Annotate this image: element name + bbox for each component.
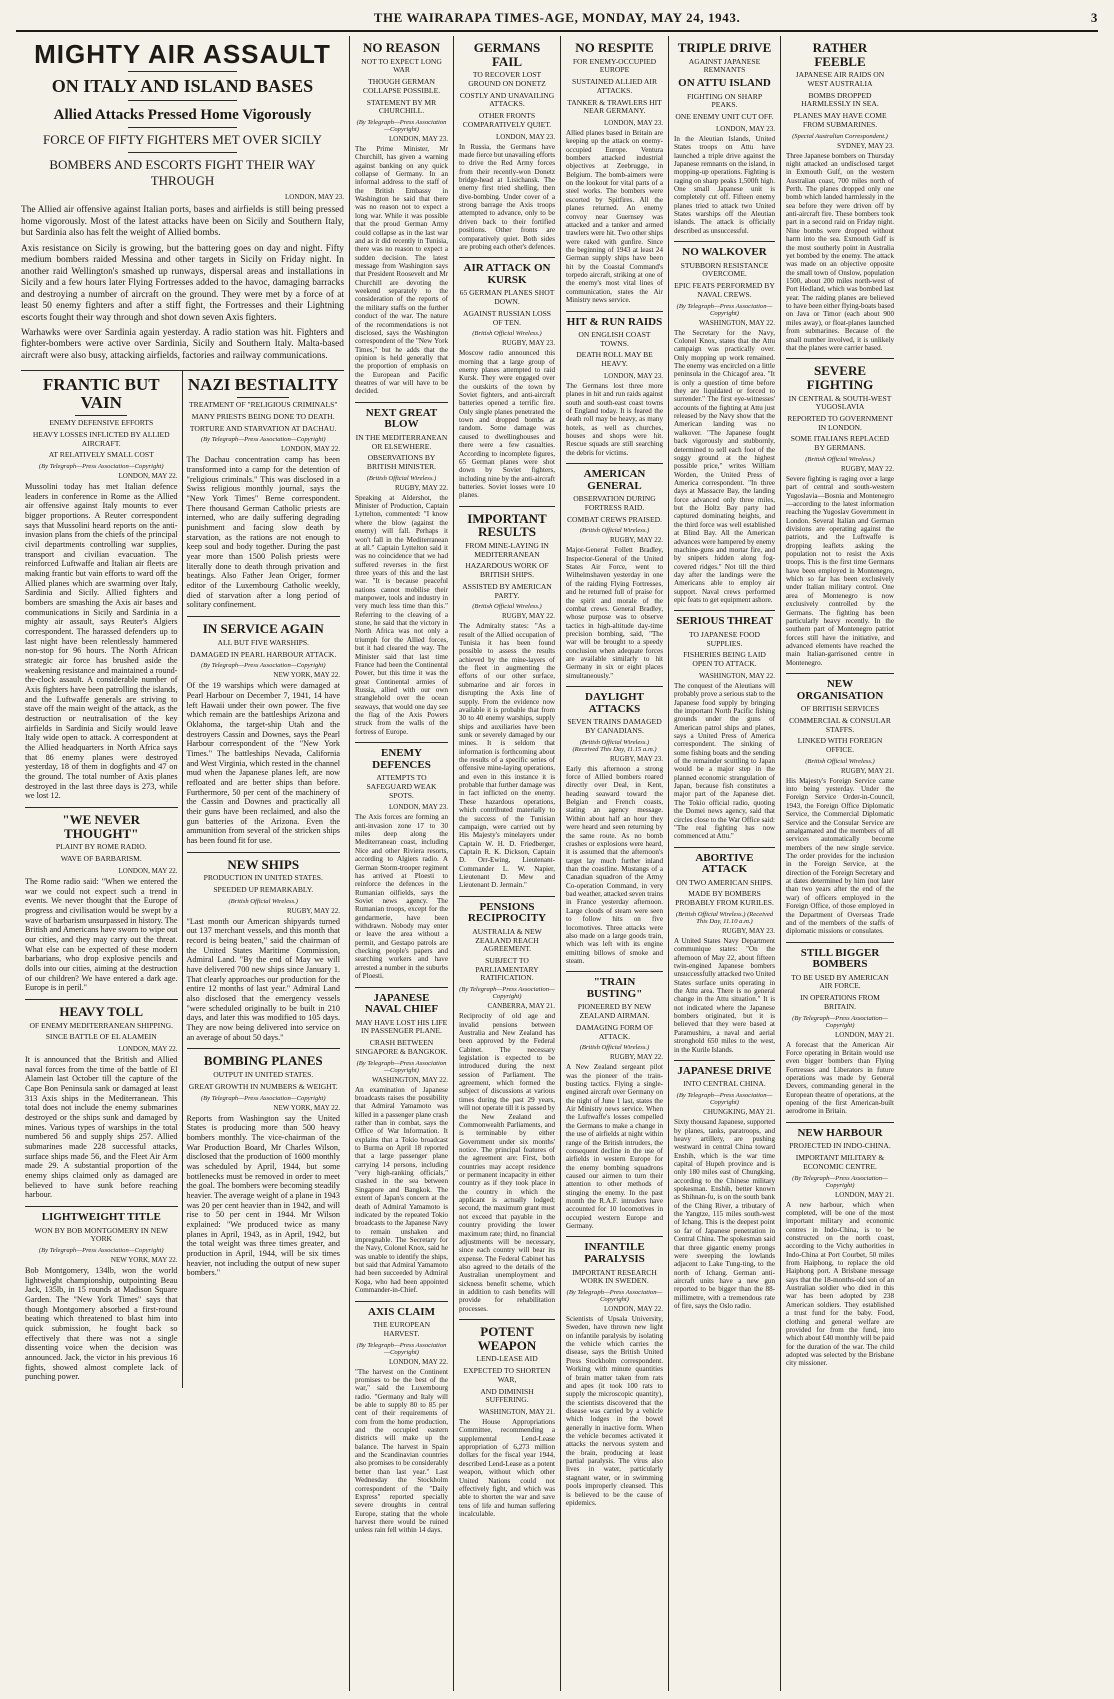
story-title-credit: (By Telegraph—Press Association—Copyright) <box>38 1247 164 1255</box>
story-busting-sub2: DAMAGING FORM OF ATTACK. <box>575 1022 654 1041</box>
lead-paragraph-3: Warhawks were over Sardinia again yesterday. A radio station was hit. Fighters and fighter-bombers were active over Sardinia, Sicily and Southern Italy. Malta-based aircraft were also busy, attacking airfields, factories and railway communications. <box>21 327 344 361</box>
story-walkover-dateline: WASHINGTON, MAY 22. <box>699 318 775 327</box>
story-paralysis-sub1: IMPORTANT RESEARCH WORK IN SWEDEN. <box>572 1267 657 1286</box>
lead-subcolumns <box>21 371 344 1388</box>
story-abortive-dateline: RUGBY, MAY 23. <box>721 926 775 935</box>
story-frantic <box>25 371 178 808</box>
story-feeble-sub3: PLANES MAY HAVE COME FROM SUBMARINES. <box>793 111 887 129</box>
story-planes-credit: (By Telegraph—Press Association—Copyright) <box>200 1094 326 1102</box>
story-toll-sub2: SINCE BATTLE OF EL ALAMEIN <box>45 1032 157 1042</box>
story-naval-sub1: MAY HAVE LOST HIS LIFE IN PASSENGER PLANE. <box>355 1017 448 1036</box>
story-abortive-body: A United States Navy Department communique states: "On the afternoon of May 22, about fifteen twin-engined Japanese bombers unsuccessfully attacked two United States surface units operating in the Attu area. There is no general change in the Attu situation." It is not indicated where the Japanese bombers originated, but it is believed that they were based at Paramushiru, a naval and aerial stronghold 650 miles to the west, in the Kurile Islands. <box>674 936 775 1054</box>
story-never <box>25 808 178 1000</box>
story-blow-headline: NEXT GREAT BLOW <box>365 406 438 431</box>
page-number: 3 <box>1090 10 1098 25</box>
story-harbour-dateline: LONDON, MAY 21. <box>835 1190 894 1199</box>
story-triple-headline: TRIPLE DRIVE <box>677 40 772 55</box>
story-walkover-credit: (By Telegraph—Press Association—Copyright) <box>676 302 773 317</box>
story-frantic-sub1: ENEMY DEFENSIVE EFFORTS <box>49 418 154 428</box>
story-harbour-headline: NEW HARBOUR <box>797 1126 883 1139</box>
story-reason-sub1: NOT TO EXPECT LONG WAR <box>361 56 442 75</box>
column-3 <box>454 36 561 1691</box>
story-feeble-sub1: JAPANESE AIR RAIDS ON WEST AUSTRALIA <box>795 70 885 88</box>
story-pensions-sub1: AUSTRALIA & NEW ZEALAND REACH AGREEMENT. <box>472 926 542 954</box>
story-busting-sub1: PIONEERED BY NEW ZEALAND AIRMAN. <box>577 1002 652 1021</box>
story-bigger-body: A forecast that the American Air Force operating in Britain would use even bigger bombers than Flying Fortresses and Liberators in future operations was made by General Devers, commanding general in the European theatre of operations, at the opening of the first American-built aerodrome in Britain. <box>786 1040 894 1116</box>
story-feeble-sub2: BOMBS DROPPED HARMLESSLY IN SEA. <box>801 90 879 109</box>
columns <box>16 36 1098 1691</box>
story-germans <box>459 36 555 258</box>
story-title-sub1: WON BY BOB MONTGOMERY IN NEW YORK <box>34 1225 168 1244</box>
story-hitrun <box>566 312 663 465</box>
lead-dateline: LONDON, MAY 23. <box>285 193 344 202</box>
story-defences-sub1: ATTEMPTS TO SAFEGUARD WEAK SPOTS. <box>366 773 437 800</box>
story-kursk-sub2: AGAINST RUSSIAN LOSS OF TEN. <box>462 308 552 327</box>
story-general-credit: (British Official Wireless.) <box>579 527 650 535</box>
story-service-sub1: ALL BUT FIVE WARSHIPS. <box>217 637 309 647</box>
story-org-credit: (British Official Wireless.) <box>805 757 875 765</box>
story-ships-body: "Last month our American shipyards turned out 137 merchant vessels, and this month that record is being beaten," said the chairman of the United States Maritime Commission, Admiral Land. "By the end of May we will have delivered 700 new ships since January 1. That clearly approaches our production for the entire 12 months of last year." Admiral Land also disclosed that the emergency vessels "were scheduled originally to be built in 210 days, and later this was modified to 105 days. They are now being delivered into service on an average of about 50 days." <box>186 916 340 1042</box>
story-paralysis-body: Scientists of Upsala University, Sweden, have thrown new light on infantile paralysis by isolating the vehicle which carries the disease, says the British United Press Stockholm correspondent. Working with minute quantities of brain matter taken from rats and apes (it took 100 rats to supply the microscopic quantity), the scientists discovered that the disease was carried by a vehicle which lodges in the bowel generally in inactive form. When the vehicle becomes activated it attacks the nervous system and the brain, producing at least partial paralysis. The virus also lives in water, particularly stagnant water, or in swimming pools improperly cleansed. This is believed to be the cause of epidemics. <box>566 1315 663 1507</box>
story-nazi-body: The Dachau concentration camp has been transformed into a camp for the detention of "religious criminals." This was disclosed in a Swiss religious monthly journal, says the "New York Times" Berne correspondent. There thousand German Catholic priests are interned, who are daily suffering degrading punishment and facing slow death by starvation, as the rations are not enough to keep soul and body together. During the past year more than 1500 Polish priests were literally done to death through privation and beatings. Also Father Jean Origer, former editor of the Luxembourg Catholic weekly, died of starvation after a long period of solitary confinement. <box>186 455 340 610</box>
story-reason-sub3: STATEMENT BY MR CHURCHILL. <box>366 97 437 116</box>
lead-paragraph-1: The Allied air offensive against Italian ports, bases and airfields is still being pressed home vigorously. Most of the latest attacks have been on Sicily and Southern Italy, but Sardinia also has felt the weight of Allied bombs. <box>21 205 344 239</box>
story-germans-body: In Russia, the Germans have made fierce but unavailing efforts to drive the Red Army forces from their recently-won Donetz bridge-head at Lisichansk. The enemy first tried shelling, then dive-bombing. Under cover of a strong barrage the Axis troops attempted to advance, only to be driven back to their fortified positions. Other fronts are comparatively quiet. Both sides are probing each other's defences. <box>459 142 556 251</box>
story-pensions-headline: PENSIONS RECIPROCITY <box>467 900 547 925</box>
lead-subhead-4: BOMBERS AND ESCORTS FIGHT THEIR WAY THROUGH <box>49 157 316 189</box>
story-paralysis-credit: (By Telegraph—Press Association—Copyright) <box>566 1289 663 1303</box>
story-serious-sub1: TO JAPANESE FOOD SUPPLIES. <box>689 629 760 648</box>
story-reason-sub2: THOUGH GERMAN COLLAPSE POSSIBLE. <box>362 77 441 95</box>
column-6 <box>781 36 899 1691</box>
story-paralysis-dateline: LONDON, MAY 22. <box>604 1305 663 1313</box>
story-daylight-body: Early this afternoon a strong force of Allied bombers roared directly over Deal, in Kent, heading seaward toward the Belgian and French coasts, stating an agency message. Within about half an hour they were heard and seen returning by the same route. As no bomb crashes or explosions were heard, it is assumed that the afternoon's target lay much further inland than the coastline. Mustangs of a Canadian squadron of the Army Co-operation Command, in very bad weather, attacked seven trains in France yesterday afternoon. Large clouds of steam were seen to follow hits on five locomotives. Three attacks were also made on a large goods train, which was left with its engine emitting billows of smoke and steam. <box>566 764 663 965</box>
story-reason-body: The Prime Minister, Mr Churchill, has given a warning against banking on any quick collapse of Germany. In an informal address to the staff of the British Embassy in Washington he said that there was no reason not to expect a long war. While it was possible that the proud German Army could collapse as in the last war and as it did recently in Tunisia, there was no reason to expect a sudden decision. The latest message from Washington says that President Roosevelt and Mr Churchill are devoting the weekend separately to the consideration of the reports of the military staffs on the further conduct of the war. The nature of the recommendations is not disclosed, says the Washington correspondent of the "New York Times," but he adds that the opinion is held generally that the proportion of emphasis on the European and Pacific theatres of war will have to be decided. <box>355 144 448 396</box>
story-service-dateline: NEW YORK, MAY 22. <box>273 671 340 680</box>
column-5 <box>669 36 781 1691</box>
story-potent <box>459 1320 555 1524</box>
story-naval-body: An examination of Japanese broadcasts raises the possibility that Admiral Yamamoto was killed in a passenger plane crash rather than in combat, says the Office of War Information. It explains that a Tokio broadcast to Burma on April 18 reported that a large passenger plane carrying 14 persons, including "very high-ranking officials," crashed in the sea between Singapore and Bangkok. The extent of Japan's concern at the death of Admiral Yamamoto is indicated by the repeated Tokio broadcasts to the Japanese Navy to remain unshaken and impregnable. The Secretary for the Navy, Colonel Knox, said he was unable to identify the ships, but said that Admiral Yamamoto had been succeeded by Admiral Koga, who had been appointed Commander-in-Chief. <box>355 1085 448 1295</box>
story-busting-dateline: RUGBY, MAY 22. <box>609 1053 663 1062</box>
story-triple-dateline: LONDON, MAY 23. <box>716 124 775 133</box>
story-severe <box>786 359 894 674</box>
story-pensions-dateline: CANBERRA, MAY 21. <box>487 1002 555 1011</box>
story-axis-sub1: THE EUROPEAN HARVEST. <box>372 1320 431 1338</box>
story-toll <box>25 1000 178 1207</box>
masthead-title: THE WAIRARAPA TIMES-AGE, MONDAY, MAY 24, 1943. <box>373 10 741 25</box>
story-important-headline: IMPORTANT RESULTS <box>467 510 547 540</box>
story-drive-body: Sixty thousand Japanese, supported by planes, tanks, paratroops, and heavy artillery, are pushing westward in central China toward Enshih, which is the war time capital of Hupeh province and is only 180 miles east of Chungking, according to the Chinese military spokesman. Enshih, better known as Shihnan-fu, is on the south bank of the Ching River, a tributary of the Yangtze, 115 miles south-west of Ichang. This is the deepest point so far of Japanese penetration in Central China. The spokesman said that three gigantic enemy prongs were sweeping the lowlands adjacent to Lake Tung-ting, to the north of Ichang. German anti-aircraft units have a new gun reported to be bigger than the 88-millimetre, with a tremendous rate of fire, says the Oslo radio. <box>674 1118 775 1311</box>
story-naval-sub2: CRASH BETWEEN SINGAPORE & BANGKOK. <box>355 1038 448 1056</box>
story-toll-sub1: OF ENEMY MEDITERRANEAN SHIPPING. <box>29 1020 174 1030</box>
story-general-sub2: COMBAT CREWS PRAISED. <box>566 514 662 524</box>
story-walkover <box>674 242 775 611</box>
story-frantic-sub3: AT RELATIVELY SMALL COST <box>48 450 154 460</box>
story-org-body: His Majesty's Foreign Service came into being yesterday. Under the Foreign Service Order-in-Council, 1943, the Foreign Office Diplomatic Service, the Commercial Diplomatic Service and the Consular Service are amalgamated and the members of all services automatically become members of the new single service. The order provides for the inclusion in the Foreign Service, at the direction of the Foreign Secretary and at dates determined by him (not later than two years after the end of the war) of officers employed in the Foreign Office, of those employed in the Department of Overseas Trade and of the members of the staffs of diplomatic missions or consulates. <box>786 776 894 936</box>
story-respite-sub3: TANKER & TRAWLERS HIT NEAR GERMANY. <box>567 97 662 116</box>
story-toll-body: It is announced that the British and Allied naval forces from the time of the battle of El Alamein last October till the capture of the Cape Bon Peninsula sank or damaged at least 313 Axis ships in the Mediterranean. This total does not include the enemy submarines destroyed or the ships sunk and damaged by mines. Various types of warships in the total numbered 56 and supply ships 257. Allied submarines made 228 successful attacks, surface ships made 56, and the Fleet Air Arm made 29. A substantial proportion of the enemy ships claimed only as damaged are believed to have sunk before reaching harbour. <box>25 1054 178 1200</box>
story-frantic-sub2: HEAVY LOSSES INFLICTED BY ALLIED AIRCRAFT. <box>32 429 170 448</box>
story-abortive-headline: ABORTIVE ATTACK <box>695 851 754 876</box>
story-germans-sub1: TO RECOVER LOST GROUND ON DONETZ <box>468 70 546 88</box>
story-title-dateline: NEW YORK, MAY 22. <box>110 1256 178 1265</box>
story-potent-body: The House Appropriations Committee, recommending a supplemental Lend-Lease appropriation of 6,273 million dollars for the fiscal year 1944, described Lend-Lease as a potent weapon, without which other United Nations could not effectively fight, and which was able to shorten the war and save tens of life and human suffering incalculable. <box>459 1418 555 1518</box>
story-service-credit: (By Telegraph—Press Association—Copyright) <box>200 662 326 670</box>
story-org-sub3: LINKED WITH FOREIGN OFFICE. <box>797 736 883 755</box>
story-planes-sub1: OUTPUT IN UNITED STATES. <box>213 1070 314 1080</box>
story-feeble <box>786 36 894 359</box>
story-service-headline: IN SERVICE AGAIN <box>202 621 324 637</box>
story-harbour-sub2: IMPORTANT MILITARY & ECONOMIC CENTRE. <box>795 1153 885 1171</box>
story-triple-sub2: ON ATTU ISLAND <box>678 77 771 90</box>
story-walkover-sub1: STUBBORN RESISTANCE OVERCOME. <box>680 260 769 279</box>
story-axis-dateline: LONDON, MAY 22. <box>389 1357 448 1366</box>
story-nazi-sub3: TORTURE AND STARVATION AT DACHAU. <box>189 423 337 433</box>
story-daylight-dateline: RUGBY, MAY 23. <box>609 754 663 763</box>
story-paralysis <box>566 1237 663 1513</box>
story-axis-body: "The harvest on the Continent promises to be the best of the war," said the Luxembourg radio. "Germany and Italy will be able to supply 80 to 85 per cent of their requirements of corn from the home production, and the occupied eastern districts will make up the balance. The harvest in Spain and the Scandinavian countries also promises to be considerably better than last year." Last Wednesday the Stockholm correspondent of the "Daily Express" reported specially severe droughts in central Europe, stating that the whole harvest there would be ruined unless rain fell within 14 days. <box>355 1367 448 1535</box>
story-org <box>786 674 894 943</box>
story-feeble-body: Three Japanese bombers on Thursday night attacked an undisclosed target in Exmouth Gulf, on the western Australian coast, 700 miles north of Perth. The planes dropped only one bomb which landed harmlessly in the sea before they were driven off by anti-aircraft fire. These bombers took part in a second raid on Friday night. Nine bombs were dropped without harm into the sea. Exmouth Gulf is the most southerly point in Australia yet bombed by the enemy. The attack was made on an objective opposite the small town of Onslow, population 1500, about 200 miles north-west of Port Hedland, which was bombed last year. The raiding planes are believed to have been either flying-boats based on Java or Timor (each about 900 miles away), or float-planes launched from submarines. Because of the small number involved, it is unlikely that the planes were carrier based. <box>786 151 894 352</box>
story-triple-sub1: AGAINST JAPANESE REMNANTS <box>688 56 761 75</box>
story-respite-headline: NO RESPITE <box>575 40 654 55</box>
story-busting-headline: "TRAIN BUSTING" <box>586 976 643 1000</box>
story-toll-dateline: LONDON, MAY 22. <box>118 1044 178 1053</box>
story-potent-sub2: EXPECTED TO SHORTEN WAR, <box>463 1366 551 1384</box>
story-kursk-credit: (British Official Wireless.) <box>472 330 542 338</box>
story-busting <box>566 972 663 1237</box>
story-feeble-credit: (Special Australian Correspondent.) <box>792 132 888 140</box>
story-serious <box>674 611 775 847</box>
story-never-dateline: LONDON, MAY 22. <box>118 866 178 875</box>
story-hitrun-sub2: DEATH ROLL MAY BE HEAVY. <box>576 350 653 369</box>
story-reason <box>355 36 448 403</box>
story-respite-body: Allied planes based in Britain are keeping up the attack on enemy-occupied Europe. Ventura bombers attacked industrial objectives at Zeebrugge, in Belgium. The bomb-aimers were on the lookout for vital parts of a steel works. The bombers were escorted by Spitfires. All the planes returned. An enemy convoy near Guernsey was attacked and a tanker and armed trawlers were hit. Two other ships were raked with gunfire. Since the beginning of 1943 at least 24 German supply ships have been hit by the Coastal Command's torpedo aircraft, striking at one of the enemy's most vital lines of communication, states the Air Ministry news service. <box>566 128 663 305</box>
story-reason-headline: NO REASON <box>363 40 440 55</box>
story-harbour-body: A new harbour, which when completed, will be one of the most important military and economic centres in Indo-China, is to be constructed on the north coast, according to the Vichy authorities in Indo-China at Port Courbet, 50 miles from Haiphong, to replace the old Haiphong port. A Brisbane message says that the 18-months-old son of an Australian soldier who died in this war has been adopted by 238 American soldiers. They established a trust fund for the baby. Food, clothing and general welfare are provided for from the fund, into which about £40 monthly will be paid for the duration of the war. The child adopted was selected by the Brisbane city missioner. <box>786 1200 894 1368</box>
story-respite-sub1: FOR ENEMY-OCCUPIED EUROPE <box>572 56 657 75</box>
story-general-body: Major-General Follett Bradley, Inspector-General of the United States Air Force, went to Wilhelmshaven yesterday in one of the raiding Flying Fortresses, and he returned full of praise for the spirit and morale of the combat crews. General Bradley, whose purpose was to observe tactics in high-altitude day-time precision bombing, said, "The war will be brought to a speedy conclusion when adequate forces are available similarly to hit Germany in six or eight places simultaneously." <box>566 546 663 680</box>
story-daylight <box>566 687 663 972</box>
story-frantic-headline: FRANTIC BUT VAIN <box>42 375 160 413</box>
story-bigger-headline: STILL BIGGER BOMBERS <box>800 946 880 971</box>
story-planes-sub2: GREAT GROWTH IN NUMBERS & WEIGHT. <box>188 1081 338 1091</box>
lead-paragraph-2: Axis resistance on Sicily is growing, but the battering goes on day and night. Fifty medium bombers raided Messina and other targets in Sicily on Friday night. In another raid Wellington's smashed up runways, dispersal areas and installations in Sicily and a few hours later Flying Fortresses added to the havoc, damaging barracks and destroying a number of aircraft on the ground. They were met by a force of at least 50 enemy fighters and after a stiff fight, the Fortresses and their Lightning escorts fought their way through and shot down seven Axis fighters. <box>21 243 344 323</box>
story-axis <box>355 1302 448 1541</box>
story-blow-credit: (British Official Wireless.) <box>366 474 437 482</box>
story-hitrun-dateline: LONDON, MAY 23. <box>604 371 663 380</box>
story-pensions-body: Reciprocity of old age and invalid pensions between Australia and New Zealand has been approved by the Federal Cabinet. The necessary legislation is expected to be introduced during the next session of Parliament. The agreement, which formed the subject of discussions at various times during the past 29 years, will not operate till it is passed by the New Zealand and Commonwealth Parliaments, and is terminable by either Government under six months' notice. The principal features of the agreement are: First, both countries may accept residence or permanent incapacity in either country as if they took place in the country in which the applicant is actually lodged; second, the maximum grant must not exceed that payable in the country providing the lower maximum rate; third, no financial adjustments will be necessary, since each country will bear its expense. The Federal Cabinet has also agreed to the details of the Australian unemployment and sickness benefit scheme, which in addition to cash benefits will provide for rehabilitation processes. <box>459 1012 555 1313</box>
story-severe-sub1: IN CENTRAL & SOUTH-WEST YUGOSLAVIA <box>788 393 892 412</box>
story-germans-sub2: COSTLY AND UNAVAILING ATTACKS. <box>459 90 555 109</box>
story-hitrun-headline: HIT & RUN RAIDS <box>566 315 663 328</box>
story-severe-credit: (British Official Wireless.) <box>805 455 875 463</box>
story-important-sub2: HAZARDOUS WORK OF BRITISH SHIPS. <box>465 561 549 580</box>
story-kursk-sub1: 65 GERMAN PLANES SHOT DOWN. <box>459 288 555 307</box>
story-drive-sub1: INTO CENTRAL CHINA. <box>683 1079 766 1089</box>
story-abortive-credit: (British Official Wireless.) (Received This Day, 11.10 a.m.) <box>675 910 774 925</box>
column-4 <box>561 36 669 1691</box>
story-general-sub1: OBSERVATION DURING FORTRESS RAID. <box>573 494 656 512</box>
story-severe-sub3: SOME ITALIANS REPLACED BY GERMANS. <box>790 434 890 453</box>
story-important-credit: (British Official Wireless.) <box>472 603 542 611</box>
story-severe-body: Severe fighting is raging over a large part of central and south-western Yugoslavia—Bosnia and Montenegro—according to the latest information reaching the Yugoslav Government in London. Several Italian and German divisions are operating against the patriots, and the Luftwaffe is dropping leaflets asking the population not to resist the Axis troops. This is the first time Germans have been employed in Montenegro, which so far has been exclusively under Italian military control. One area of Montenegro is now exclusively controlled by the Germans. The fighting has been particularly heavy recently. In the southern part of Montenegro patriot forces still have the initiative, and advanced elements have reached the main Italian-garrisoned centre in Montenegro. <box>786 474 894 667</box>
story-kursk <box>459 258 555 506</box>
story-triple <box>674 36 775 242</box>
story-planes-dateline: NEW YORK, MAY 22. <box>273 1103 340 1112</box>
story-frantic-body: Mussolini today has met Italian defence leaders in conference in Rome as the Allied air offensive against Italy mounts to ever bigger proportions. A Reuter correspondent says that Mussolini heard reports on the anti-invasion plans from the chiefs of the principal civil departments controlling war supplies, transport and civilian evacuation. The reinforced Luftwaffe and Italian air fleets are making frantic but vain efforts to ward off the Allied planes which are swarming over Italy, Sardinia and Sicily. Allied fighters and bombers are smashing the Axis air bases and communications in Sicily and Sardinia in a mighty air assault, says Reuter's Algiers correspondent. The harassed defenders up to last night have been relentlessly hammered non-stop for 96 hours. The North African strategic air force has brushed aside the weakening resistance and maintained a round-the-clock assault. A considerable number of Axis fighters have been patrolling the islands, and the Luftwaffe generals are striving to stave off the main weight of the attack, as the destruction or neutralisation of the key airfields in Sardinia and Sicily would leave Italy wide open to attack. A correspondent at the Allied headquarters in North Africa says that 86 enemy planes were destroyed yesterday, 18 of them in dogfights and 47 on the ground. The total number of Axis planes destroyed in the last three days is 273, while we lost 12. <box>25 481 178 801</box>
story-important-body: The Admiralty states: "As a result of the Allied occupation of Tunisia it has been found possible to assess the results achieved by the mine-layers of the fleet in augmenting the efforts of our other surface, submarine and air forces in disrupting the Axis line of supply. From the evidence now available it is probable that from 30 to 40 enemy warships, supply ships and auxiliaries have been sunk or severely damaged by our mines. It is seldom that information is forthcoming about the results of a specific series of offensive mine-laying operations, and even in this instance it is probable that further damage was in fact inflicted on the enemy. These hazardous operations, which contributed materially to the success of the Tunisian campaign, were carried out by His Majesty's minelayers under Captain W. H. D. Friedberger, Captain R. K. Dickson, Captain D. Orr-Ewing, Lieutenant-Commander L. W. Napier, Lieutenant D. Mew and Lieutenant D. Jermain." <box>459 622 555 890</box>
story-hitrun-body: The Germans lost three more planes in hit and run raids against south and south-east coast towns of England today. It is feared the death roll may be heavy, as many hotels, as well as churches, houses and shops were hit. Rescue squads are still searching the debris for victims. <box>566 381 663 457</box>
story-respite-sub2: SUSTAINED ALLIED AIR ATTACKS. <box>571 77 658 95</box>
story-org-dateline: RUGBY, MAY 21. <box>840 766 894 775</box>
story-reason-credit: (By Telegraph—Press Association—Copyright) <box>356 118 447 133</box>
story-respite <box>566 36 663 312</box>
subcolumn-right <box>183 371 345 1388</box>
story-general-headline: AMERICAN GENERAL <box>583 468 646 492</box>
story-bigger-credit: (By Telegraph—Press Association—Copyright) <box>792 1014 888 1029</box>
story-blow-body: Speaking at Aldershot, the Minister of Production, Captain Lyttelton, commented: "I know where the blow (against the enemy) will fall. Perhaps it won't fall in the Mediterranean at all." Captain Lyttelton said it was no coincidence that we had suffered reverses in the first three years of this and the last war. "It is because peaceful nations cannot mobilise their manpower, tools and industry in very much less time than this." Referring to the cleaving of a stone, he said that the victory in North Africa was not only a triumph for the Allied forces, but it had cleared the way. The Minister said that last time France had been the Continental Power, but this time it was the great Continental armies of Russia, allied with our own stranglehold over the ocean seaways, that would one day see the flag of the Axis Powers struck from the walls of the fortress of Europe. <box>355 493 448 736</box>
story-naval-credit: (By Telegraph—Press Association—Copyright) <box>356 1059 447 1074</box>
story-ships-headline: NEW SHIPS <box>227 856 300 872</box>
story-busting-body: A New Zealand sergeant pilot was the pioneer of the train-busting tactics. Flying a single-engined aircraft over Germany on the night of June 1 last, states the Air Ministry news service. When the Luftwaffe's losses compelled the Germans to make a change in the use of airfields at night within range of the British intruders, the consequent decline in the use of airfields in western Europe for the enemy bombing squadrons caused our airmen to turn their attention to other methods of stinging the enemy. In the past month the R.A.F. intruders have accounted for 10 locomotives in occupied western Europe and Germany. <box>566 1063 663 1231</box>
story-bigger-sub1: TO BE USED BY AMERICAN AIR FORCE. <box>791 972 889 991</box>
story-walkover-body: The Secretary for the Navy, Colonel Knox, states that the Attu campaign was practically over. Only mopping up work remained. The enemy was encircled on a little peninsula in the Chicagof area. "It is only a question of time before they are liquidated or forced to surrender." The first eye-witnesses' accounts of the fighting at Attu just released by the Navy show that the American landing was no walkover. "The Japanese fought back vigorously and stubbornly, determined to sell each foot of the soggy ground at the highest possible price," writes William Worden, the United Press of America correspondent. "In three days at Massacre Bay, the landing force advanced only three miles, but the Holtz Bay party had captured dominating heights, and the third force was well established at Blind Bay. All the American advances were hampered by enemy machine-guns and mortar fire, and by snipers hidden along fog-covered ridges." Not till the third day after the landings were the Americans able to employ air support. Naval crews performed epic feats to get equipment ashore. <box>674 328 775 605</box>
lead-story <box>21 36 344 371</box>
subcolumn-left <box>21 371 183 1388</box>
story-ships-dateline: RUGBY, MAY 22. <box>286 906 340 915</box>
story-abortive <box>674 848 775 1061</box>
story-triple-body: In the Aleutian Islands, United States troops on Attu have launched a triple drive against the Japanese remnants on the island, in mopping-up operations. Fighting is raging on sharp peaks 1,500ft high. One small Japanese unit is completely cut off. Fifteen enemy planes tried to attack two United States warships off the Aleutian islands. The attack is officially described as unsuccessful. <box>674 134 775 235</box>
story-service-body: Of the 19 warships which were damaged at Pearl Harbour on December 7, 1941, 14 have left Hawaii under their own power. The five which remain are the battleships Arizona and Oklahoma, the target-ship Utah and the destroyers Cassin and Downes, says the Pearl Harbour correspondent of the "New York Times." The battleships Nevada, California and West Virginia, which rested in the channel mud when the Japanese planes left, are now refloated and are better ships than before. Furthermore, 50 per cent of the machinery of the Cassin and Downes and practically all their guns have been reclaimed, and also the gun batteries of the Arizona. Even the ammunition from several of the stricken ships has been found fit for use. <box>186 681 340 845</box>
lead-subhead-2: Allied Attacks Pressed Home Vigorously <box>53 107 312 124</box>
story-title-body: Bob Montgomery, 134lb, won the world lightweight championship, outpointing Beau Jack, 135lb, in 15 rounds at Madison Square Garden. The "New York Times" says that though Montgomery absorbed a first-round beating which threatened to blast him into quick submission, he fought back so effectively that there was not a single dissenting voice when the decision was announced. Jack, the victor in his previous 16 fights, showed almost complete lack of punching power. <box>25 1266 178 1382</box>
story-frantic-credit: (By Telegraph—Press Association—Copyright) <box>38 462 164 470</box>
story-axis-credit: (By Telegraph—Press Association—Copyright) <box>356 1341 447 1356</box>
story-kursk-dateline: RUGBY, MAY 23. <box>501 339 555 348</box>
story-ships <box>187 853 341 1050</box>
story-germans-dateline: LONDON, MAY 23. <box>496 132 555 141</box>
story-severe-headline: SEVERE FIGHTING <box>806 363 874 392</box>
story-busting-credit: (British Official Wireless.) <box>579 1044 650 1052</box>
story-ships-sub2: SPEEDED UP REMARKABLY. <box>213 885 314 894</box>
story-abortive-sub1: ON TWO AMERICAN SHIPS. <box>676 877 773 887</box>
story-harbour-credit: (By Telegraph—Press Association—Copyright) <box>792 1174 888 1189</box>
story-pensions-sub2: SUBJECT TO PARLIAMENTARY RATIFICATION. <box>475 956 539 983</box>
story-respite-dateline: LONDON, MAY 23. <box>604 118 663 127</box>
column-1 <box>16 36 350 1691</box>
story-important-dateline: RUGBY, MAY 22. <box>501 612 555 621</box>
story-feeble-headline: RATHER FEEBLE <box>812 40 868 69</box>
story-potent-sub3: AND DIMINISH SUFFERING. <box>480 1386 534 1405</box>
story-harbour-sub1: PROJECTED IN INDO-CHINA. <box>789 1141 891 1151</box>
story-org-sub2: COMMERCIAL & CONSULAR STAFFS. <box>789 715 891 734</box>
story-potent-headline: POTENT WEAPON <box>477 1324 537 1353</box>
story-triple-sub3: FIGHTING ON SHARP PEAKS. <box>686 91 763 110</box>
story-never-sub1: PLAINT BY ROME RADIO. <box>55 842 147 852</box>
story-general <box>566 464 663 687</box>
story-blow-sub2: OBSERVATIONS BY BRITISH MINISTER. <box>366 453 437 471</box>
story-bigger-dateline: LONDON, MAY 21. <box>835 1030 894 1039</box>
story-never-headline: "WE NEVER THOUGHT" <box>62 812 141 841</box>
story-bigger <box>786 943 894 1123</box>
story-pensions-credit: (By Telegraph—Press Association—Copyright) <box>459 986 555 1001</box>
story-nazi-credit: (By Telegraph—Press Association—Copyright) <box>200 436 326 444</box>
story-walkover-sub2: EPIC FEATS PERFORMED BY NAVAL CREWS. <box>674 281 775 299</box>
story-drive-headline: JAPANESE DRIVE <box>677 1064 772 1077</box>
story-important <box>459 507 555 897</box>
story-naval-headline: JAPANESE NAVAL CHIEF <box>364 991 439 1016</box>
story-never-body: The Rome radio said: "When we entered the war we could not expect such a trend in events. We never thought that the Europe of progress and civilisation would be swept by a wave of barbarism unsurpassed in history. The British and Americans have sworn to wipe out our cities, and they may carry out the threat. What else can be expected of these modern barbarians, who drop explosive pencils and dolls into our cities, aiming at the destruction of our children? We have entered a dark age. Europe is in peril." <box>25 876 178 993</box>
story-drive-dateline: CHUNGKING, MAY 21. <box>703 1108 775 1117</box>
story-daylight-credit: (British Official Wireless.) (Received This Day, 11.15 a.m.) <box>572 738 657 753</box>
story-nazi-sub1: TREATMENT OF "RELIGIOUS CRIMINALS" <box>189 400 338 410</box>
story-nazi <box>187 371 341 617</box>
story-title-headline: LIGHTWEIGHT TITLE <box>41 1211 161 1224</box>
story-daylight-headline: DAYLIGHT ATTACKS <box>585 691 644 715</box>
story-planes <box>187 1049 341 1284</box>
lead-headline: MIGHTY AIR ASSAULT <box>34 39 331 69</box>
story-ships-credit: (British Official Wireless.) <box>228 897 299 905</box>
story-drive <box>674 1061 775 1317</box>
story-pensions <box>459 897 555 1320</box>
column-2 <box>350 36 454 1691</box>
story-ships-sub1: PRODUCTION IN UNITED STATES. <box>203 873 323 883</box>
story-feeble-dateline: SYDNEY, MAY 23. <box>837 141 894 150</box>
lead-subhead-1: ON ITALY AND ISLAND BASES <box>51 76 314 97</box>
story-service <box>187 617 341 853</box>
story-severe-sub2: REPORTED TO GOVERNMENT IN LONDON. <box>787 413 893 432</box>
story-potent-sub1: LEND-LEASE AID <box>476 1354 538 1364</box>
story-drive-credit: (By Telegraph—Press Association—Copyright) <box>676 1092 773 1107</box>
story-serious-body: The conquest of the Aleutians will probably prove a serious stab to the Japanese food supply by bringing the important North Pacific fishing grounds under the guns of American patrol ships and planes, says a United Press of America correspondent. The sinking of some fishing boats and the sending of the remainder scuttling to Japan would be a major step in the planned economic strangulation of Japan, because fish constitutes a major part of the Japanese diet. The Tokio official radio, quoting the Domei news agency, said that circles close to the War Office said: "The real fighting has now commenced at Attu." <box>674 681 775 841</box>
story-triple-sub4: ONE ENEMY UNIT CUT OFF. <box>675 112 774 122</box>
story-frantic-dateline: LONDON, MAY 22. <box>118 471 178 480</box>
story-defences <box>355 743 448 987</box>
story-title <box>25 1207 178 1388</box>
story-general-dateline: RUGBY, MAY 22. <box>609 536 663 545</box>
story-abortive-sub2: MADE BY BOMBERS PROBABLY FROM KURILES. <box>675 889 774 908</box>
story-bigger-sub2: IN OPERATIONS FROM BRITAIN. <box>800 993 880 1011</box>
story-planes-body: Reports from Washington say the United States is producing more than 500 heavy bombers monthly. The vice-chairman of the War Production Board, Mr Charles Wilson, disclosed that the production of 1600 monthly was scheduled by April, 1944, but some bottlenecks must be removed in order to meet the goal. The bombers were becoming steadily heavier. The average weight of a plane in 1943 was 20 per cent heavier than in 1942, and will rise to 50 per cent in 1944. Mr Wilson explained: "We produced twice as many planes in April, 1943, as in April, 1942, but the total weight was three times greater, and production in April, 1944, will be six times heavier, not including the output of new super bombers." <box>186 1113 340 1278</box>
story-blow <box>355 403 448 743</box>
story-kursk-headline: AIR ATTACK ON KURSK <box>463 262 551 286</box>
story-reason-dateline: LONDON, MAY 23. <box>389 134 448 143</box>
story-serious-sub2: FISHERIES BEING LAID OPEN TO ATTACK. <box>683 650 766 669</box>
story-harbour <box>786 1123 894 1374</box>
story-axis-headline: AXIS CLAIM <box>368 1305 435 1318</box>
story-org-sub1: OF BRITISH SERVICES <box>800 704 880 714</box>
story-paralysis-headline: INFANTILE PARALYSIS <box>584 1241 645 1266</box>
story-naval <box>355 988 448 1302</box>
story-defences-headline: ENEMY DEFENCES <box>372 747 431 771</box>
story-germans-sub3: OTHER FRONTS COMPARATIVELY QUIET. <box>462 111 552 129</box>
story-planes-headline: BOMBING PLANES <box>203 1053 323 1069</box>
masthead <box>16 8 1098 32</box>
story-serious-dateline: WASHINGTON, MAY 22. <box>699 671 775 680</box>
story-defences-body: The Axis forces are forming an anti-invasion zone 17 to 30 miles deep along the Mediterranean coast, including Nice and other Riviera resorts, according to Algiers radio. A German Storm-trooper regiment has arrived at Ploesti to reinforce the defences in the Rumanian oilfields, says the Soviet news agency. The Rumanian troops, except for the gendarmerie, have been withdrawn. Nobody may enter or leave the area without a permit, and Gestapo patrols are checking people's papers and searching workers and have arrested a number in the suburbs of Ploesti. <box>355 813 448 981</box>
story-nazi-sub2: MANY PRIESTS BEING DONE TO DEATH. <box>191 411 335 421</box>
story-walkover-headline: NO WALKOVER <box>682 246 767 259</box>
story-blow-sub1: IN THE MEDITERRANEAN OR ELSEWHERE. <box>355 432 448 451</box>
story-severe-dateline: RUGBY, MAY 22. <box>840 464 894 473</box>
story-potent-dateline: WASHINGTON, MAY 21. <box>479 1408 555 1417</box>
story-important-sub1: FROM MINE-LAYING IN MEDITERRANEAN <box>465 540 549 559</box>
story-blow-dateline: RUGBY, MAY 22. <box>394 483 448 492</box>
story-hitrun-sub1: ON ENGLISH COAST TOWNS. <box>578 330 651 348</box>
story-org-headline: NEW ORGANISATION <box>796 678 884 702</box>
story-nazi-dateline: LONDON, MAY 22. <box>281 445 340 454</box>
lead-subhead-3: FORCE OF FIFTY FIGHTERS MET OVER SICILY <box>43 132 322 148</box>
story-nazi-headline: NAZI BESTIALITY <box>187 375 339 395</box>
story-kursk-body: Moscow radio announced this morning that a large group of enemy planes attempted to raid Kursk. They were engaged over the outskirts of the town by Soviet fighters, and anti-aircraft batteries opened a terrific fire. Only single planes penetrated the town and dropped bombs at random. Some damage was caused to dwellinghouses and there were a few casualties. According to incomplete figures, 65 German planes were shot down by Soviet fighters, including nine by the anti-aircraft batteries. Soviet losses were 10 planes. <box>459 349 555 500</box>
story-toll-headline: HEAVY TOLL <box>59 1003 144 1019</box>
story-serious-headline: SERIOUS THREAT <box>676 615 773 628</box>
story-daylight-sub1: SEVEN TRAINS DAMAGED BY CANADIANS. <box>567 717 662 735</box>
story-service-sub2: DAMAGED IN PEARL HARBOUR ATTACK. <box>190 649 337 659</box>
story-important-sub3: ASSISTED BY AMERICAN PARTY. <box>462 581 552 600</box>
story-defences-dateline: LONDON, MAY 23. <box>389 803 448 812</box>
story-never-sub2: WAVE OF BARBARISM. <box>60 854 142 864</box>
story-germans-headline: GERMANS FAIL <box>473 40 541 69</box>
story-naval-dateline: WASHINGTON, MAY 22. <box>372 1075 448 1084</box>
